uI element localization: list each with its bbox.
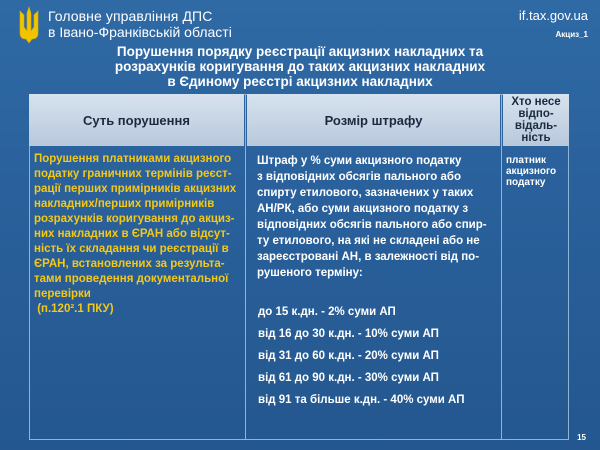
- header-fine: Розмір штрафу: [247, 94, 500, 146]
- fine-line: АН/РК, або суми акцизного податку з: [257, 203, 469, 215]
- violation-line: ЄРАН, встановлених за результа-: [34, 258, 225, 270]
- fine-description: [257, 153, 499, 281]
- fine-line: з відповідних обсягів пального або: [257, 171, 462, 183]
- header: [0, 0, 600, 48]
- violation-line: накладних/перших примірників: [34, 198, 215, 210]
- fine-line: зареєстровані АН, в залежності від по-: [257, 251, 480, 263]
- title-line: розрахунків коригування до таких акцизних накладних: [114, 59, 486, 74]
- fine-rate: від 16 до 30 к.дн. - 10% суми АП: [258, 328, 439, 340]
- fine-line: відповідних обсягів пального або спир-: [257, 219, 487, 231]
- fine-rate: від 61 до 90 к.дн. - 30% суми АП: [258, 372, 439, 384]
- page-number: 15: [577, 433, 586, 442]
- header-responsible-line: Хто несе: [511, 96, 561, 108]
- responsible-party: [506, 155, 568, 188]
- org-name-line1: Головне управління ДПС: [48, 8, 213, 24]
- violation-line: ність їх складання чи реєстрації в: [34, 243, 229, 255]
- responsible-line: платник: [506, 155, 547, 166]
- violation-line: них накладних в ЄРАН або відсут-: [34, 228, 230, 240]
- fine-rate: до 15 к.дн. - 2% суми АП: [258, 306, 396, 318]
- header-responsible-line: ність: [521, 132, 551, 144]
- header-responsible: [503, 94, 569, 146]
- violation-line: рації перших примірників акцизних: [34, 183, 237, 195]
- fine-line: спирту етилового, зазначених у таких: [257, 187, 474, 199]
- fine-line: ту етилового, на які не складені або не: [257, 235, 480, 247]
- org-name-line2: в Івано-Франківській області: [48, 24, 232, 40]
- slide-tag: Акциз_1: [555, 30, 588, 39]
- fine-rate: від 91 та більше к.дн. - 40% суми АП: [258, 394, 465, 406]
- responsible-line: акцизного: [506, 166, 557, 177]
- title-line: в Єдиному реєстрі акцизних накладних: [167, 74, 433, 89]
- fine-line: рушеного терміну:: [257, 267, 363, 279]
- violation-line: перевірки: [34, 288, 91, 300]
- fine-rate: від 31 до 60 к.дн. - 20% суми АП: [258, 350, 439, 362]
- fine-line: Штраф у % суми акцизного податку: [257, 155, 462, 167]
- violation-line: податку граничних термінів реєст-: [34, 168, 232, 180]
- violation-line: розрахунків коригування до акциз-: [34, 213, 235, 225]
- title-line: Порушення порядку реєстрації акцизних накладних та: [116, 44, 484, 59]
- responsible-line: податку: [506, 177, 546, 188]
- header-responsible-line: відаль-: [514, 120, 558, 132]
- site-url[interactable]: if.tax.gov.ua: [518, 8, 588, 23]
- slide-title: [80, 44, 520, 89]
- column-divider: [245, 94, 246, 440]
- column-divider: [501, 94, 502, 440]
- violation-line: Порушення платниками акцизного: [34, 153, 232, 165]
- header-violation: Суть порушення: [29, 94, 244, 146]
- violation-line: тами проведення документальної: [34, 273, 229, 285]
- violation-description: [34, 152, 244, 317]
- violation-reference: (п.120².1 ПКУ): [34, 303, 114, 315]
- trident-icon: [16, 5, 42, 45]
- header-responsible-line: відпо-: [518, 108, 554, 120]
